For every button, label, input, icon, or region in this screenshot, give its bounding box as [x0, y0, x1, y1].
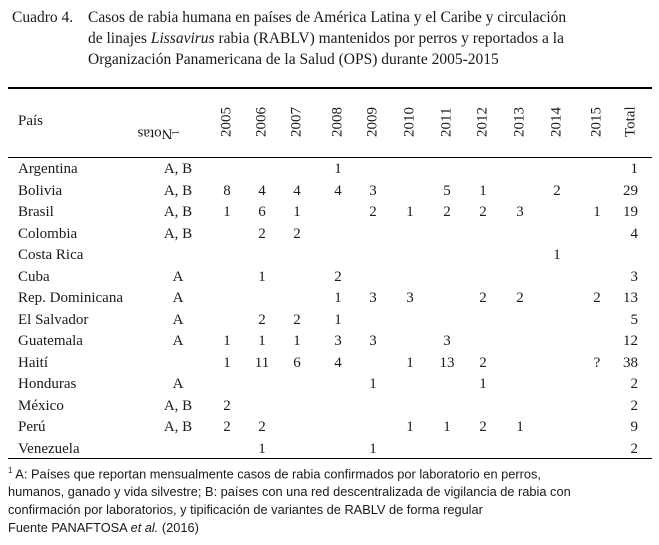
header-year-text: 2006 — [253, 107, 270, 137]
row-value-cell: 2 — [223, 397, 231, 414]
row-value-cell: 4 — [293, 182, 301, 199]
table-row — [0, 417, 659, 439]
row-value-cell: 4 — [334, 182, 342, 199]
row-value-cell: 1 — [479, 182, 487, 199]
row-value-cell: 6 — [258, 204, 266, 220]
header-year — [547, 92, 567, 154]
row-country: Brasil — [18, 204, 54, 220]
row-value-cell: 11 — [254, 354, 270, 371]
header-year-text: 2010 — [401, 107, 418, 137]
table-row — [0, 202, 659, 224]
row-value-cell: 1 — [258, 333, 266, 349]
row-total: 1 — [630, 161, 638, 177]
row-value-cell: 5 — [443, 182, 451, 199]
caption-line-2-pre: de linajes — [88, 30, 151, 47]
footnote-source-italic: et al. — [130, 520, 159, 536]
row-value-cell: 2 — [334, 268, 342, 285]
row-country: Haití — [18, 354, 48, 371]
row-value-cell: 2 — [293, 225, 301, 242]
row-value-cell: 1 — [334, 311, 342, 328]
row-value-cell: 2 — [293, 311, 301, 328]
row-notes: A — [172, 268, 184, 285]
footnote-source — [8, 519, 653, 537]
footnote-line-3: confirmación por laboratorios, y tipificación de variantes de RABLV de forma regular — [8, 502, 483, 518]
row-country: Rep. Dominicana — [18, 290, 123, 306]
header-year — [363, 92, 383, 154]
row-country: Cuba — [18, 268, 50, 285]
row-notes: A — [172, 333, 184, 349]
caption-italic-lissavirus: Lissavirus — [150, 30, 215, 47]
table-row — [0, 374, 659, 396]
row-notes: A, B — [163, 161, 193, 177]
header-total — [621, 92, 641, 154]
row-value-cell: 2 — [479, 290, 487, 306]
row-value-cell: 13 — [439, 354, 455, 371]
header-year-text: 2012 — [474, 107, 491, 137]
row-value-cell: 1 — [223, 354, 231, 371]
header-year — [252, 92, 272, 154]
row-value-cell: 2 — [553, 182, 561, 199]
caption-line-2-post: rabia (RABLV) mantenidos por perros y reportados a la — [214, 30, 564, 47]
footnote-line-2: humanos, ganado y vida silvestre; B: países con una red descentralizada de vigilancia de rabia con — [8, 484, 571, 500]
table-row — [0, 267, 659, 289]
row-country: El Salvador — [18, 311, 89, 328]
row-country: Venezuela — [18, 440, 80, 457]
header-year-text: 2009 — [364, 107, 381, 137]
row-value-cell: 3 — [369, 333, 377, 349]
row-value-cell: 1 — [406, 419, 414, 435]
row-value-cell: 3 — [516, 204, 524, 220]
footnote-line-1 — [8, 462, 653, 483]
header-year — [510, 92, 530, 154]
caption-line-1: Casos de rabia humana en países de América Latina y el Caribe y circulación — [88, 9, 567, 26]
header-year-text: 2013 — [511, 107, 528, 137]
row-value-cell: 1 — [334, 161, 342, 177]
header-year-text: 2008 — [329, 107, 346, 137]
row-value-cell: 1 — [293, 333, 301, 349]
row-value-cell: 2 — [258, 225, 266, 242]
row-total: 3 — [630, 268, 638, 285]
footnote — [8, 462, 653, 537]
header-notes — [137, 92, 190, 154]
row-notes: A, B — [163, 419, 193, 435]
row-value-cell: 2 — [223, 419, 231, 435]
row-country: Guatemala — [18, 333, 83, 349]
footnote-source-pre: Fuente PANAFTOSA — [8, 520, 131, 536]
row-notes: A — [172, 311, 184, 328]
table-row — [0, 331, 659, 353]
header-year — [437, 92, 457, 154]
row-value-cell: 1 — [334, 290, 342, 306]
row-total: 12 — [623, 333, 638, 349]
row-value-cell: 1 — [406, 354, 414, 371]
row-total: 29 — [623, 182, 638, 199]
row-notes: A — [172, 376, 184, 392]
header-year-text: 2005 — [218, 107, 235, 137]
row-total: 2 — [630, 440, 638, 457]
row-value-cell: 2 — [516, 290, 524, 306]
row-value-cell: 1 — [443, 419, 451, 435]
row-value-cell: 1 — [593, 204, 601, 220]
row-value-cell: 2 — [479, 419, 487, 435]
row-total: 19 — [623, 204, 638, 220]
header-year-text: 2015 — [588, 107, 605, 137]
row-country: Colombia — [18, 225, 78, 242]
row-value-cell: 1 — [223, 333, 231, 349]
row-value-cell: 3 — [369, 182, 377, 199]
table-row — [0, 224, 659, 246]
caption-line-2 — [88, 28, 654, 49]
row-value-cell: 1 — [223, 204, 231, 220]
row-country: Costa Rica — [18, 247, 84, 263]
row-country: Honduras — [18, 376, 77, 392]
row-value-cell: 3 — [334, 333, 342, 349]
header-year-text: 2014 — [548, 107, 565, 137]
header-year — [473, 92, 493, 154]
row-value-cell: 2 — [258, 311, 266, 328]
row-notes: A, B — [163, 182, 193, 199]
row-value-cell: 3 — [369, 290, 377, 306]
caption-label: Cuadro 4. — [12, 9, 74, 26]
row-value-cell: 1 — [516, 419, 524, 435]
table-row — [0, 181, 659, 203]
row-value-cell: 1 — [406, 204, 414, 220]
row-country: México — [18, 397, 64, 414]
row-value-cell: 3 — [443, 333, 451, 349]
row-total: 4 — [630, 225, 638, 242]
row-total: 5 — [630, 311, 638, 328]
row-value-cell: 1 — [369, 440, 377, 457]
table-row — [0, 310, 659, 332]
header-notes-sup: 1 — [170, 130, 181, 135]
row-country: Argentina — [18, 161, 78, 177]
row-value-cell: ? — [593, 354, 601, 371]
caption-line-3: Organización Panamericana de la Salud (OPS) durante 2005-2015 — [88, 51, 499, 68]
row-notes: A — [172, 290, 184, 306]
row-total: 9 — [630, 419, 638, 435]
row-value-cell: 2 — [593, 290, 601, 306]
footnote-line-1-text: A: Países que reportan mensualmente casos de rabia confirmados por laboratorio en perros, — [12, 466, 541, 482]
header-year — [328, 92, 348, 154]
table-row — [0, 245, 659, 267]
table-row — [0, 159, 659, 181]
row-value-cell: 1 — [258, 268, 266, 285]
caption-text — [88, 7, 654, 70]
row-value-cell: 2 — [443, 204, 451, 220]
header-year-text: 2011 — [438, 107, 455, 137]
row-value-cell: 2 — [258, 419, 266, 435]
row-value-cell: 1 — [479, 376, 487, 392]
row-value-cell: 8 — [223, 182, 231, 199]
row-total: 2 — [630, 376, 638, 392]
row-value-cell: 2 — [369, 204, 377, 220]
row-value-cell: 4 — [334, 354, 342, 371]
header-notes-text: Notas — [137, 125, 173, 142]
row-total: 2 — [630, 397, 638, 414]
row-total: 13 — [623, 290, 638, 306]
header-total-text: Total — [622, 106, 639, 137]
row-country: Perú — [18, 419, 46, 435]
row-value-cell: 3 — [406, 290, 414, 306]
footnote-sup: 1 — [8, 466, 13, 475]
row-value-cell: 1 — [369, 376, 377, 392]
header-year — [400, 92, 420, 154]
row-notes: A, B — [163, 397, 193, 414]
table-row — [0, 396, 659, 418]
row-total: 38 — [623, 354, 638, 371]
table-header-rule — [8, 157, 652, 158]
row-value-cell: 1 — [258, 440, 266, 457]
header-country: País — [18, 113, 44, 129]
row-value-cell: 4 — [258, 182, 266, 199]
header-year — [287, 92, 307, 154]
table-bottom-rule — [8, 458, 652, 459]
footnote-source-post: (2016) — [158, 520, 199, 536]
row-value-cell: 1 — [553, 247, 561, 263]
row-value-cell: 2 — [479, 354, 487, 371]
row-notes: A, B — [163, 225, 193, 242]
row-value-cell: 2 — [479, 204, 487, 220]
table-row — [0, 353, 659, 375]
header-year-text: 2007 — [288, 107, 305, 137]
table-row — [0, 288, 659, 310]
row-value-cell: 6 — [293, 354, 301, 371]
header-year — [217, 92, 237, 154]
row-value-cell: 1 — [293, 204, 301, 220]
table-top-rule — [8, 87, 652, 89]
row-country: Bolivia — [18, 182, 63, 199]
row-notes: A, B — [163, 204, 193, 220]
header-year — [587, 92, 607, 154]
table-row — [0, 439, 659, 461]
